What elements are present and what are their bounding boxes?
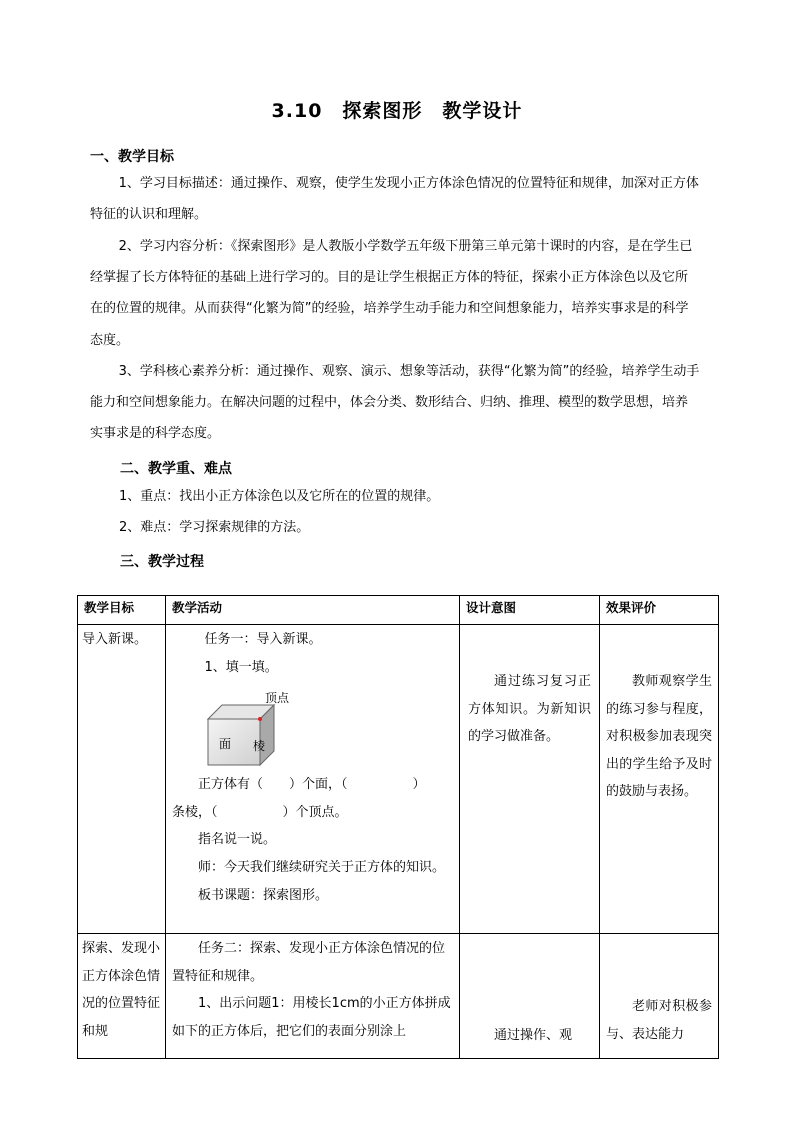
row1-intent bbox=[460, 625, 600, 934]
row1-question-line-2: 条棱，（ ）个顶点。 bbox=[172, 804, 348, 820]
header-goal: 教学目标 bbox=[78, 596, 166, 625]
row1-activity bbox=[166, 625, 460, 934]
cube-face-label: 面 bbox=[219, 737, 232, 752]
row1-evaluation bbox=[600, 625, 719, 934]
goal-paragraph-2: 2、学习内容分析：《探索图形》是人教版小学数学五年级下册第三单元第十课时的内容，是在学生已经掌握了长方体特征的基础上进行学习的。目的是让学生根据正方体的特征，探索小正方体涂色以及它所在的位置的规律。从而获得“化繁为简”的经验，培养学生动手能力和空间想象能力，培养实事求是的科学态度。 bbox=[90, 239, 693, 348]
row2-intent bbox=[460, 934, 600, 1059]
row1-task: 任务一：导入新课。 bbox=[204, 632, 322, 647]
row1-question-line-1: 正方体有（ ）个面，（ ） bbox=[198, 777, 426, 793]
section-heading-key-points: 二、教学重、难点 bbox=[120, 461, 232, 477]
cube-figure bbox=[172, 681, 453, 771]
table-header-row bbox=[78, 596, 719, 625]
section-heading-process: 三、教学过程 bbox=[120, 554, 204, 570]
goal-paragraph-1: 1、学习目标描述：通过操作、观察，使学生发现小正方体涂色情况的位置特征和规律，加深对正方体特征的认识和理解。 bbox=[90, 176, 699, 223]
row1-board: 板书课题：探索图形。 bbox=[198, 887, 329, 903]
header-evaluation: 效果评价 bbox=[600, 596, 719, 625]
cube-icon bbox=[192, 687, 312, 775]
row1-goal: 导入新课。 bbox=[78, 625, 166, 934]
row1-fill: 1、填一填。 bbox=[204, 659, 278, 675]
header-activity: 教学活动 bbox=[166, 596, 460, 625]
row2-task: 任务二：探索、发现小正方体涂色情况的位置特征和规律。 bbox=[172, 941, 446, 984]
section-heading-goals: 一、教学目标 bbox=[90, 149, 174, 165]
table-row bbox=[78, 625, 719, 934]
row2-evaluation bbox=[600, 934, 719, 1059]
table-row bbox=[78, 934, 719, 1059]
row2-evaluation-text: 老师对积极参与、表达能力 bbox=[606, 999, 712, 1042]
cube-vertex-label: 顶点 bbox=[265, 691, 290, 706]
row2-goal: 探索、发现小正方体涂色情况的位置特征和规 bbox=[78, 934, 166, 1059]
difficulty-text: 2、难点：学习探索规律的方法。 bbox=[119, 520, 310, 535]
header-intent: 设计意图 bbox=[460, 596, 600, 625]
row2-activity bbox=[166, 934, 460, 1059]
teaching-process-table bbox=[77, 595, 719, 1059]
row1-point: 指名说一说。 bbox=[198, 832, 277, 848]
goal-paragraph-3: 3、学科核心素养分析：通过操作、观察、演示、想象等活动，获得“化繁为简”的经验，培养学生动手能力和空间想象能力。在解决问题的过程中，体会分类、数形结合、归纳、推理、模型的数学思想，培养实事求是的科学态度。 bbox=[90, 364, 700, 442]
row2-question: 1、出示问题1：用棱长1cm的小正方体拼成如下的正方体后，把它们的表面分别涂上 bbox=[172, 996, 451, 1039]
row1-teacher: 师：今天我们继续研究关于正方体的知识。 bbox=[198, 859, 446, 875]
row2-intent-text: 通过操作、观 bbox=[494, 1028, 573, 1043]
key-point-text: 1、重点：找出小正方体涂色以及它所在的位置的规律。 bbox=[119, 489, 440, 504]
row1-intent-text: 通过练习复习正方体知识。为新知识的学习做准备。 bbox=[468, 674, 591, 745]
row1-evaluation-text: 教师观察学生的练习参与程度，对积极参加表现突出的学生给予及时的鼓励与表扬。 bbox=[606, 674, 712, 800]
document-title: 3.10 探索图形 教学设计 bbox=[271, 100, 523, 122]
cube-edge-label: 棱 bbox=[253, 739, 266, 754]
